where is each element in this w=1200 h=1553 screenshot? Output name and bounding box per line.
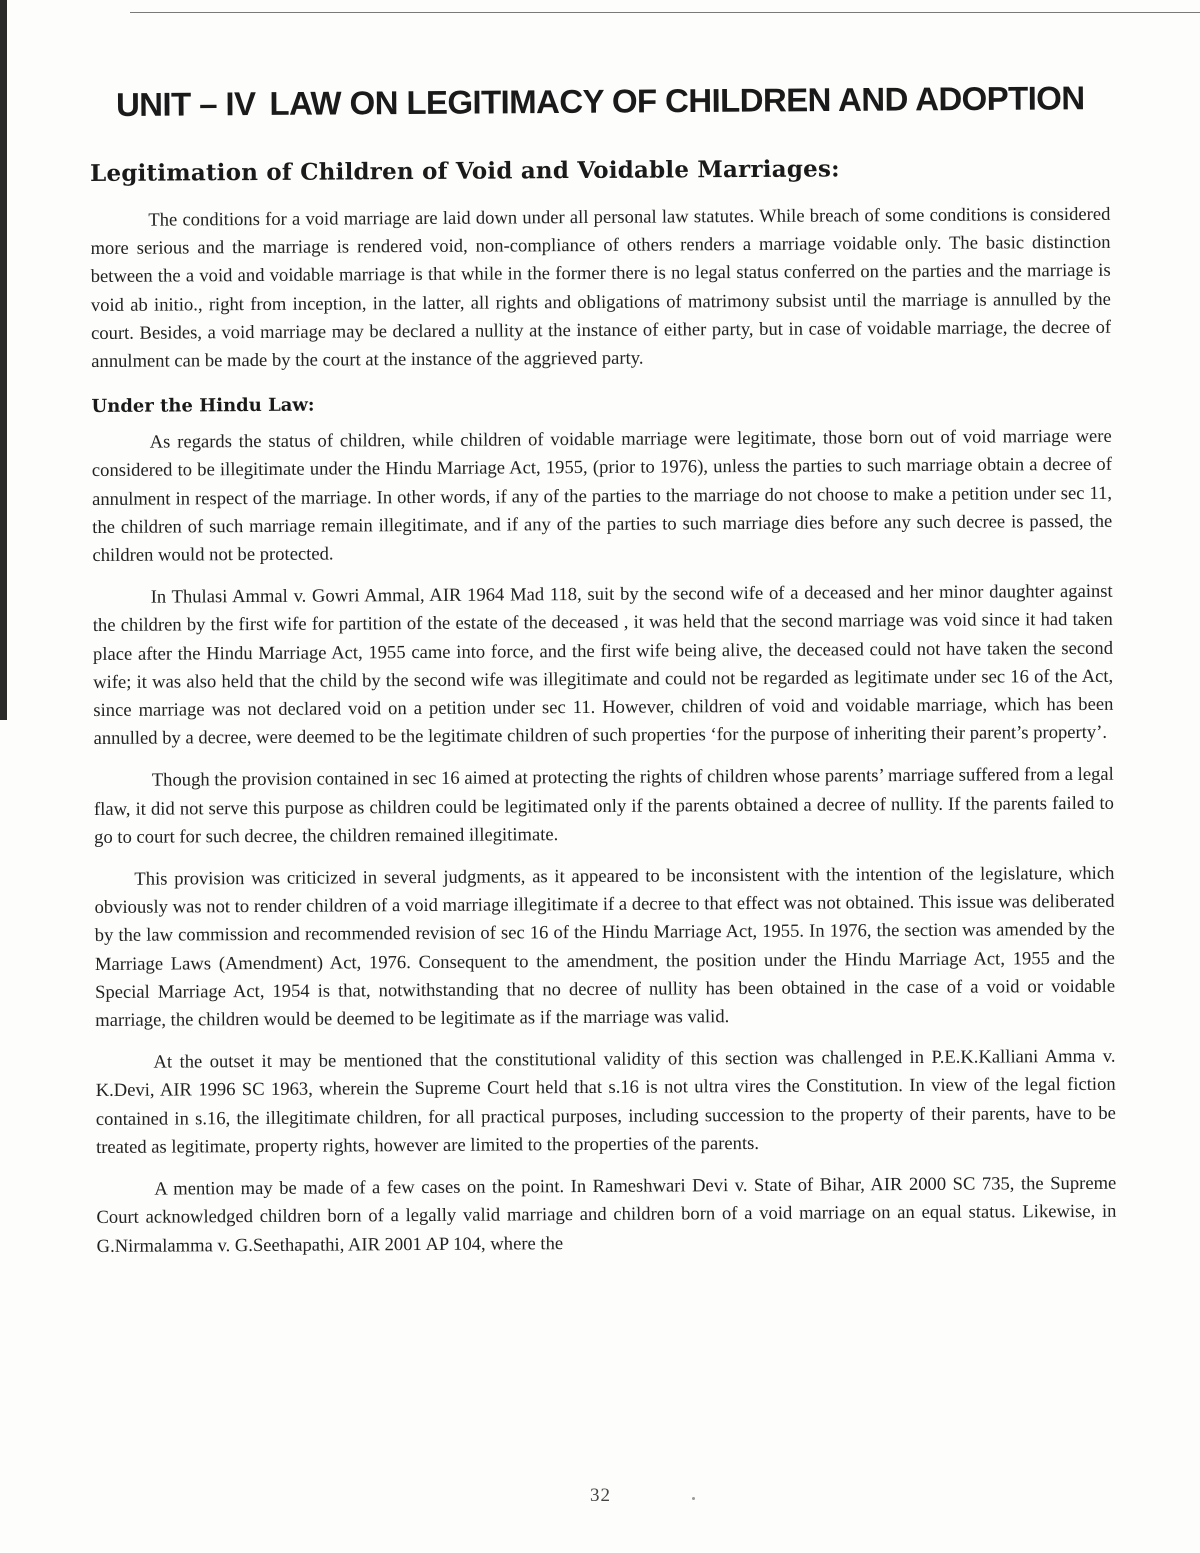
scan-speck — [692, 1497, 695, 1500]
top-rule-divider — [130, 12, 1200, 13]
intro-paragraph: The conditions for a void marriage are laid down under all personal law statutes. While breach of some conditions is considered more serious and the marriage is rendered void, non-compliance of others renders a marriage voidable only. The basic distinction between the a void and voidable marriage is that while in the former there is no legal status conferred on the parties and the marriage is void ab initio., right from inception, in the latter, all rights and obligations of matrimony subsist until the marriage is annulled by the court. Besides, a void marriage may be declared a nullity at the instance of either party, but in case of voidable marriage, the decree of annulment can be made by the court at the instance of the aggrieved party. — [90, 203, 1112, 373]
section-heading: Legitimation of Children of Void and Voidable Marriages: — [90, 155, 840, 187]
unit-title — [116, 79, 1116, 124]
scan-binding-edge — [0, 0, 7, 720]
subsection-heading: Under the Hindu Law: — [91, 394, 315, 418]
paragraph-criticism-amendment: This provision was criticized in several judgments, as it appeared to be inconsistent with the intention of the legislature, which obviously was not to render children of a void marriage illegitimate if a decree to that effect was not obtained. This issue was deliberated by the law commission and recommended revision of sec 16 of the Hindu Marriage Act, 1955. In 1976, the section was amended by the Marriage Laws (Amendment) Act, 1976. Consequent to the amendment, the position under the Hindu Marriage Act, 1955 and the Special Marriage Act, 1954 is that, notwithstanding that no decree of nullity has been obtained in the case of a void or voidable marriage, the children would be deemed to be legitimate as if the marriage was valid. — [94, 862, 1116, 1032]
paragraph-case-mentions: A mention may be made of a few cases on the point. In Rameshwari Devi v. State of Bihar, AIR 2000 SC 735, the Supreme Court acknowledged children born of a legally valid marriage and children born of a void marriage on an equal status. Likewise, in G.Nirmalamma v. G.Seethapathi, AIR 2001 AP 104, where the — [96, 1172, 1117, 1257]
paragraph-children-status: As regards the status of children, while children of voidable marriage were legitimate, those born out of void marriage were considered to be illegitimate under the Hindu Marriage Act, 1955, (prior to 1976), unless the parties to such marriage obtain a decree of annulment in respect of the marriage. In other words, if any of the parties to the marriage do not choose to make a petition under sec 11, the children of such marriage remain illegitimate, and if any of the parties to such marriage dies before any such decree is passed, the children would not be protected. — [91, 425, 1113, 567]
paragraph-constitutional-validity: At the outset it may be mentioned that the constitutional validity of this section was challenged in P.E.K.Kalliani Amma v. K.Devi, AIR 1996 SC 1963, wherein the Supreme Court held that s.16 is not ultra vires the Constitution. In view of the legal fiction contained in s.16, the illegitimate children, for all practical purposes, including succession to the property of their parents, have to be treated as legitimate, property rights, however are limited to the properties of the parents. — [95, 1046, 1116, 1158]
paragraph-sec16-provision: Though the provision contained in sec 16 aimed at protecting the rights of children whose parents’ marriage suffered from a legal flaw, it did not serve this purpose as children could be legitimated only if the parents obtained a decree of nullity. If the parents failed to go to court for such decree, the children remained illegitimate. — [93, 764, 1115, 848]
page-number: 32 — [590, 1485, 611, 1506]
paragraph-thulasi-ammal-case: In Thulasi Ammal v. Gowri Ammal, AIR 1964 Mad 118, suit by the second wife of a deceased and her minor daughter against the children by the first wife for partition of the estate of the deceased , it was held that the second marriage was void since it had taken place after the Hindu Marriage Act, 1955 came into force, and the first wife being alive, the deceased could not have taken the second wife; it was also held that the child by the second wife was illegitimate and could not be regarded as legitimate under sec 16 of the Act, since marriage was not declared void on a petition under sec 11. However, children of void and voidable marriage, which has been annulled by a decree, were deemed to be the legitimate children of such properties ‘for the purpose of inheriting their parent’s property’. — [92, 580, 1114, 750]
unit-label: UNIT – IV — [115, 85, 256, 123]
document-body — [90, 154, 1117, 1275]
unit-title-text: LAW ON LEGITIMACY OF CHILDREN AND ADOPTION — [269, 79, 1085, 122]
